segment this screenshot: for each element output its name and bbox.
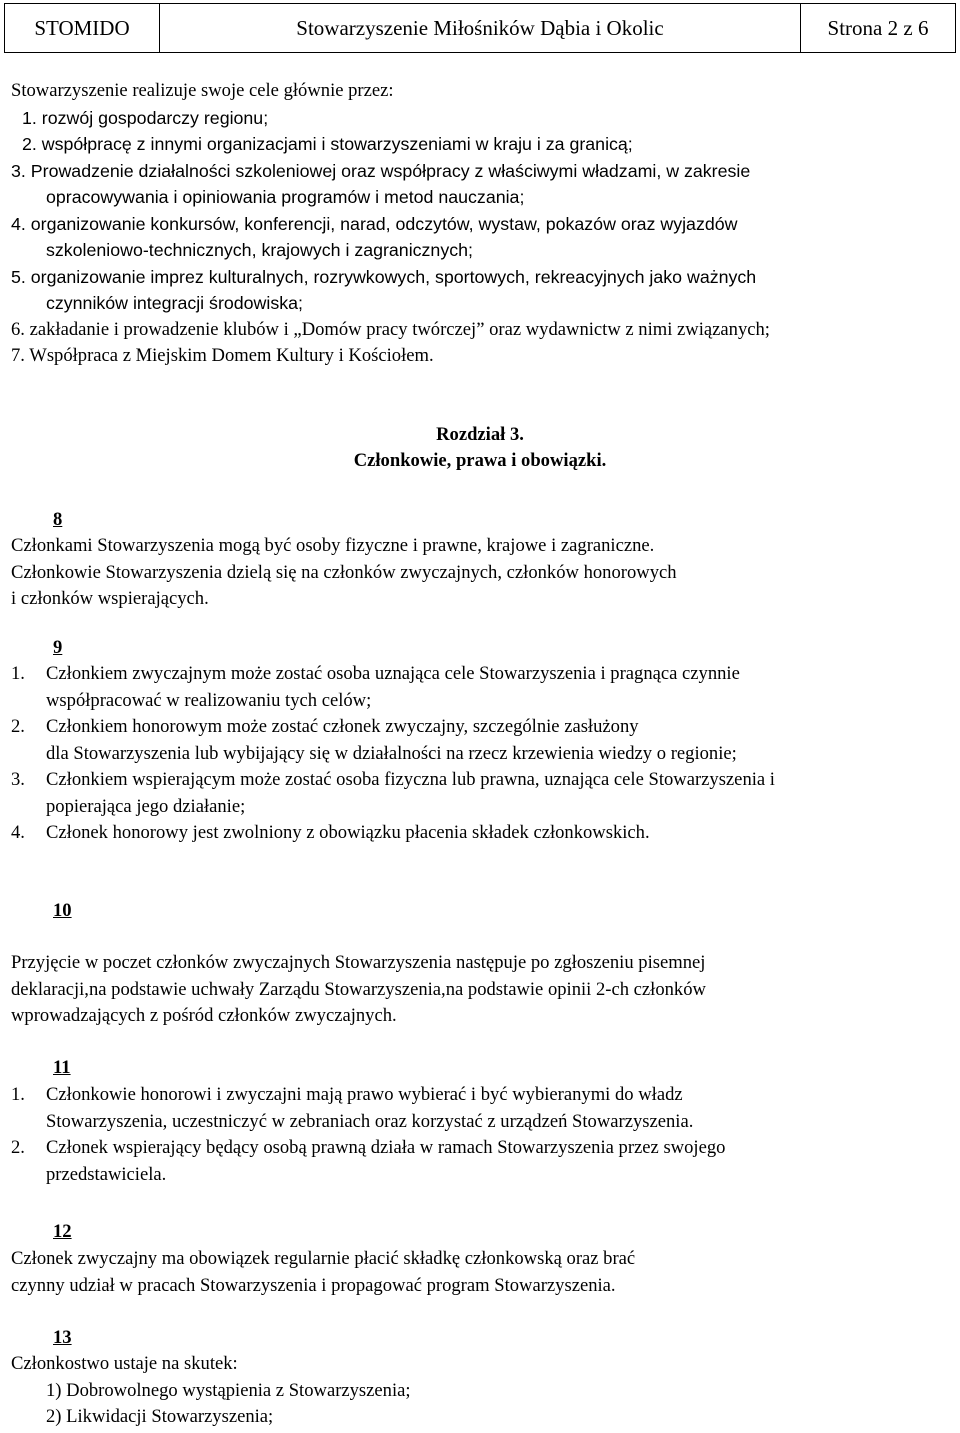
list-item bbox=[11, 1404, 951, 1431]
list-item bbox=[11, 105, 951, 132]
header-page-number: Strona 2 z 6 bbox=[827, 15, 929, 40]
item-text-continued: opracowywania i opiniowania programów i metod nauczania; bbox=[46, 187, 525, 207]
section-9 bbox=[11, 661, 951, 847]
section-line: Przyjęcie w poczet członków zwyczajnych Stowarzyszenia następuje po zgłoszeniu pisemnej bbox=[11, 952, 706, 973]
list-item bbox=[11, 158, 951, 185]
paragraph-mark-9: 9 bbox=[53, 637, 63, 658]
list-item bbox=[11, 661, 951, 688]
section-line: i członków wspierających. bbox=[11, 588, 209, 609]
chapter-title: Rozdział 3. bbox=[436, 424, 524, 445]
item-text: Członek honorowy jest zwolniony z obowiązku płacenia składek członkowskich. bbox=[46, 822, 650, 843]
item-text-continued: przedstawiciela. bbox=[46, 1163, 167, 1185]
list-item bbox=[11, 264, 951, 291]
item-text: zakładanie i prowadzenie klubów i „Domów pracy twórczej” oraz wydawnictw z nimi związanych; bbox=[29, 318, 770, 340]
item-text: organizowanie imprez kulturalnych, rozrywkowych, sportowych, rekreacyjnych jako ważnych bbox=[30, 266, 757, 287]
list-item bbox=[11, 1378, 951, 1405]
section-11 bbox=[11, 1082, 951, 1188]
item-text: współpracę z innymi organizacjami i stowarzyszeniami w kraju i za granicą; bbox=[41, 134, 633, 154]
item-number: 2. bbox=[11, 716, 25, 737]
item-text-continued: Stowarzyszenia, uczestniczyć w zebraniach oraz korzystać z urządzeń Stowarzyszenia. bbox=[46, 1110, 694, 1132]
paragraph-mark-11: 11 bbox=[53, 1057, 71, 1078]
paragraph-mark-10: 10 bbox=[53, 900, 72, 921]
item-number: 1. bbox=[11, 1084, 25, 1105]
section-line: Członek zwyczajny ma obowiązek regularnie płacić składkę członkowską oraz brać bbox=[11, 1248, 636, 1269]
item-number: 1) bbox=[46, 1379, 62, 1401]
list-item bbox=[11, 1082, 951, 1109]
list-item bbox=[11, 343, 951, 370]
header-org-full: Stowarzyszenie Miłośników Dąbia i Okolic bbox=[160, 4, 801, 52]
section-intro: Członkostwo ustaje na skutek: bbox=[11, 1353, 238, 1374]
section-10 bbox=[11, 950, 951, 1030]
section-line: Członkowie Stowarzyszenia dzielą się na członków zwyczajnych, członków honorowych bbox=[11, 561, 677, 583]
list-item bbox=[11, 131, 951, 158]
item-text: Dobrowolnego wystąpienia z Stowarzyszenia; bbox=[66, 1379, 411, 1401]
paragraph-mark-8: 8 bbox=[53, 509, 63, 530]
item-text: Członkiem zwyczajnym może zostać osoba uznająca cele Stowarzyszenia i pragnąca czynnie bbox=[46, 663, 740, 684]
section-line: Członkami Stowarzyszenia mogą być osoby fizyczne i prawne, krajowe i zagraniczne. bbox=[11, 535, 655, 556]
item-number: 1. bbox=[22, 107, 37, 128]
item-number: 2. bbox=[22, 134, 37, 154]
section-13 bbox=[11, 1351, 951, 1431]
item-number: 5. bbox=[11, 266, 26, 287]
item-text-continued: czynników integracji środowiska; bbox=[46, 293, 303, 313]
paragraph-mark-12: 12 bbox=[53, 1221, 72, 1242]
list-item bbox=[11, 714, 951, 741]
list-item bbox=[11, 317, 951, 344]
item-text-continued: popierająca jego działanie; bbox=[46, 795, 246, 817]
item-text: Członkiem honorowym może zostać członek zwyczajny, szczególnie zasłużony bbox=[46, 716, 639, 737]
item-text: organizowanie konkursów, konferencji, narad, odczytów, wystaw, pokazów oraz wyjazdów bbox=[30, 213, 738, 234]
item-text: Współpraca z Miejskim Domem Kultury i Kościołem. bbox=[29, 345, 434, 366]
item-number: 3. bbox=[11, 160, 26, 181]
item-number: 4. bbox=[11, 213, 26, 234]
item-text: Członek wspierający będący osobą prawną działa w ramach Stowarzyszenia przez swojego bbox=[46, 1137, 726, 1158]
goals-intro: Stowarzyszenie realizuje swoje cele głównie przez: bbox=[11, 80, 394, 101]
item-text: Prowadzenie działalności szkoleniowej oraz współpracy z właściwymi władzami, w zakresie bbox=[30, 160, 751, 181]
item-text: Członkowie honorowi i zwyczajni mają prawo wybierać i być wybieranymi do władz bbox=[46, 1084, 683, 1105]
chapter-subtitle: Członkowie, prawa i obowiązki. bbox=[353, 450, 607, 471]
item-number: 4. bbox=[11, 822, 25, 843]
item-text: Likwidacji Stowarzyszenia; bbox=[66, 1406, 274, 1427]
section-line: czynny udział w pracach Stowarzyszenia i propagować program Stowarzyszenia. bbox=[11, 1274, 616, 1296]
item-number: 1. bbox=[11, 663, 25, 684]
item-text: rozwój gospodarczy regionu; bbox=[41, 107, 269, 128]
item-number: 2) bbox=[46, 1406, 62, 1427]
page-header bbox=[4, 3, 956, 53]
item-number: 6. bbox=[11, 318, 25, 340]
section-line: wprowadzających z pośród członków zwyczajnych. bbox=[11, 1005, 397, 1026]
list-item bbox=[11, 820, 951, 847]
item-text-continued: współpracować w realizowaniu tych celów; bbox=[46, 689, 372, 711]
goals-section bbox=[11, 78, 951, 370]
paragraph-mark-13: 13 bbox=[53, 1327, 72, 1348]
list-item bbox=[11, 211, 951, 238]
item-number: 7. bbox=[11, 345, 25, 366]
item-number: 2. bbox=[11, 1137, 25, 1158]
item-number: 3. bbox=[11, 769, 25, 790]
list-item bbox=[11, 1135, 951, 1162]
list-item bbox=[11, 767, 951, 794]
section-12 bbox=[11, 1246, 951, 1299]
item-text: Członkiem wspierającym może zostać osoba fizyczna lub prawna, uznająca cele Stowarzyszenia i bbox=[46, 769, 775, 790]
section-line: deklaracji,na podstawie uchwały Zarządu Stowarzyszenia,na podstawie opinii 2-ch członków bbox=[11, 978, 706, 1000]
section-8 bbox=[11, 533, 951, 613]
item-text-continued: szkoleniowo-technicznych, krajowych i zagranicznych; bbox=[46, 240, 473, 260]
header-org-short: STOMIDO bbox=[5, 4, 160, 52]
item-text-continued: dla Stowarzyszenia lub wybijający się w działalności na rzecz krzewienia wiedzy o regionie; bbox=[46, 742, 737, 764]
